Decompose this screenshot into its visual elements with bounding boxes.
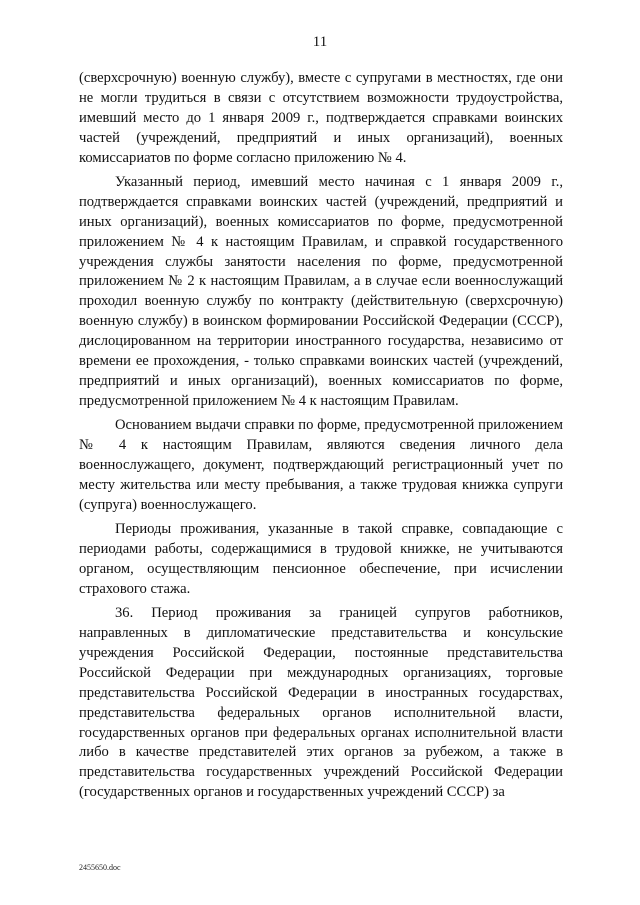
paragraph-3: Основанием выдачи справки по форме, предусмотренной приложением № 4 к настоящим Правилам, являются сведения личного дела военнослужащего, документ, подтверждающий регистрационный учет по месту жительства или месту пребывания, а также трудовая книжка супруги (супруга) военнослужащего. — [79, 417, 563, 513]
page-number: 11 — [312, 34, 328, 50]
paragraph-2: Указанный период, имевший место начиная с 1 января 2009 г., подтверждается справками воинских частей (учреждений, предприятий и иных организаций), военных комиссариатов по форме, предусмотренной приложением № 4 к настоящим Правилам, и справкой государственного учреждения службы занятости населения по форме, предусмотренной приложением № 2 к настоящим Правилам, а в случае если военнослужащий проходил военную службу по контракту (действительную (сверхсрочную) военную службу) в воинском формировании Российской Федерации (СССР), дислоцированном на территории иностранного государства, независимо от времени ее прохождения, - только справками воинских частей (учреждений, предприятий и иных организаций), военных комиссариатов по форме, предусмотренной приложением № 4 к настоящим Правилам. — [79, 173, 563, 409]
footer-document-code: 2455650.doc — [79, 863, 121, 872]
paragraph-5-item-36: 36. Период проживания за границей супругов работников, направленных в дипломатические представительства и консульские учреждения Российской Федерации, постоянные представительства Российской Федерации при международных организациях, торговые представительства Российской Федерации в иностранных государствах, представительства федеральных органов исполнительной власти, государственных органов при федеральных органах исполнительной власти либо в качестве представителей этих органов за рубежом, а также в представительства государственных учреждений Российской Федерации (государственных органов и государственных учреждений СССР) за — [79, 605, 563, 801]
paragraph-1: (сверхсрочную) военную службу), вместе с супругами в местностях, где они не могли трудиться в связи с отсутствием возможности трудоустройства, имевший место до 1 января 2009 г., подтверждается справками воинских частей (учреждений, предприятий и иных организаций), военных комиссариатов по форме согласно приложению № 4. — [79, 70, 563, 166]
paragraph-4: Периоды проживания, указанные в такой справке, совпадающие с периодами работы, содержащимися в трудовой книжке, не учитываются органом, осуществляющим пенсионное обеспечение, при исчислении страхового стажа. — [79, 521, 563, 597]
document-body — [79, 69, 563, 808]
